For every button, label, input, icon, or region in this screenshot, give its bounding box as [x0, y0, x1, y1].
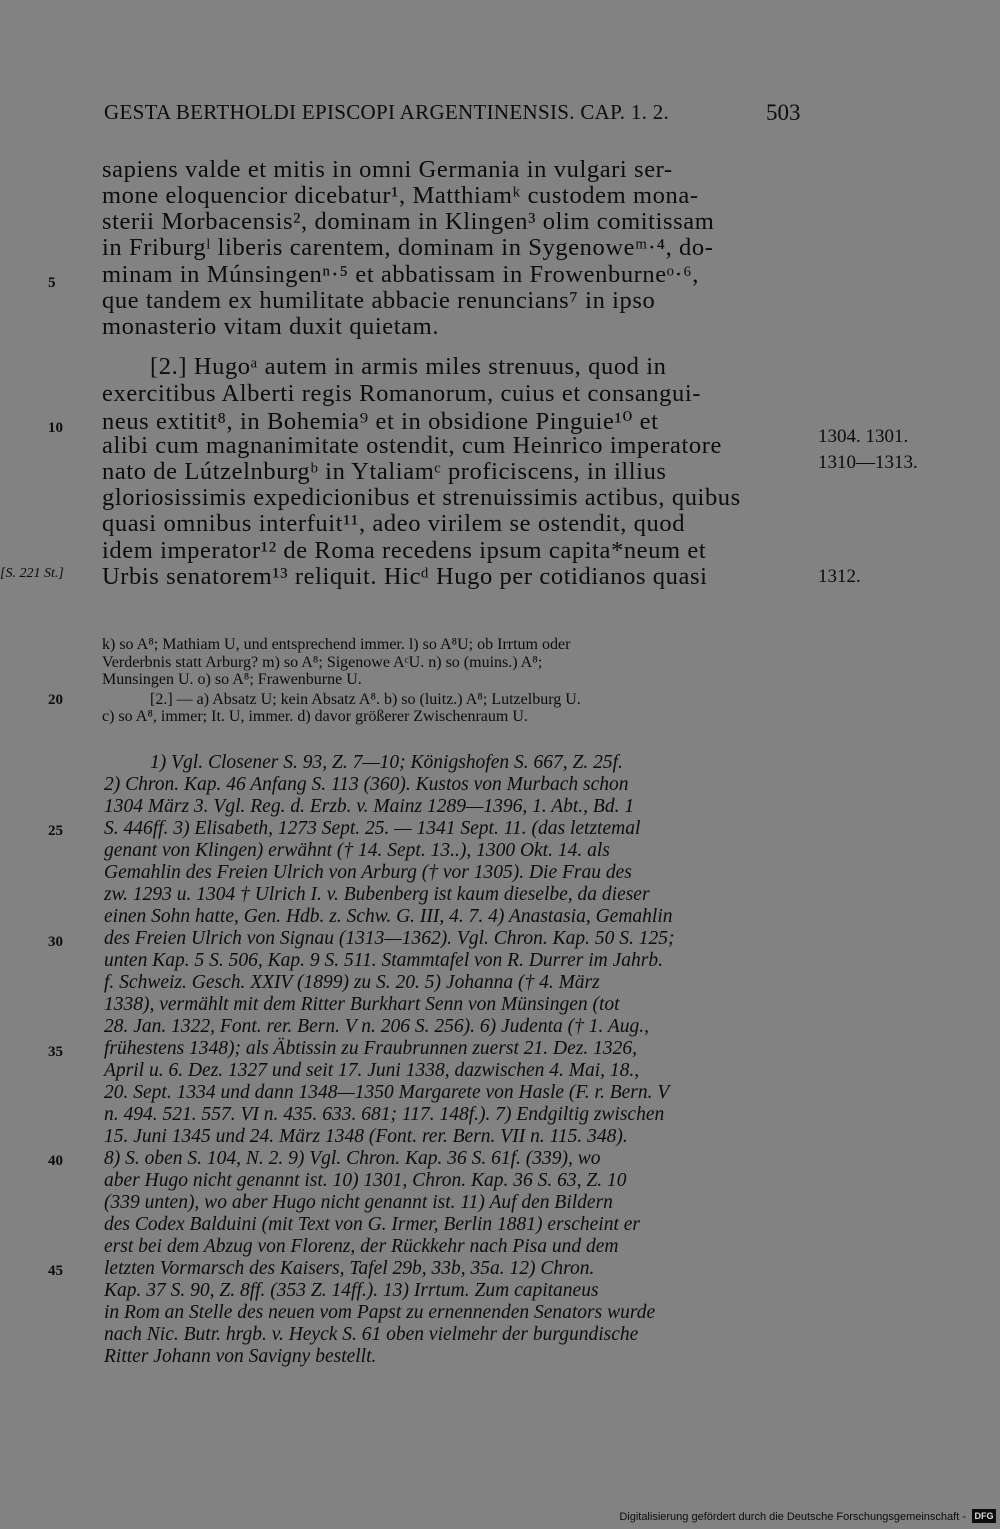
footnote-line: 28. Jan. 1322, Font. rer. Bern. V n. 206 S. 256). 6) Judenta († 1. Aug.,: [104, 1016, 650, 1037]
footnote-line: erst bei dem Abzug von Florenz, der Rückkehr nach Pisa und dem: [104, 1236, 619, 1257]
margin-date: 1304. 1301.: [818, 426, 909, 447]
page-number: 503: [766, 100, 801, 125]
footnote-line: des Codex Balduini (mit Text von G. Irmer, Berlin 1881) erscheint er: [104, 1214, 640, 1235]
main-line: que tandem ex humilitate abbacie renuncians⁷ in ipso: [102, 287, 656, 314]
line-number: 40: [48, 1153, 63, 1169]
main-line: sterii Morbacensis², dominam in Klingen³ olim comitissam: [102, 208, 715, 235]
side-reference: [S. 221 St.]: [0, 566, 64, 581]
footnote-line: nach Nic. Butr. hrgb. v. Heyck S. 61 oben vielmehr der burgundische: [104, 1324, 639, 1345]
footnote-line: aber Hugo nicht genannt ist. 10) 1301, Chron. Kap. 36 S. 63, Z. 10: [104, 1170, 627, 1191]
footnote-line: 1338), vermählt mit dem Ritter Burkhart Senn von Münsingen (tot: [104, 994, 620, 1015]
main-line: exercitibus Alberti regis Romanorum, cuius et consangui-: [102, 380, 702, 407]
line-number: 5: [48, 275, 56, 291]
footnote-line: 1) Vgl. Closener S. 93, Z. 7—10; Königshofen S. 667, Z. 25f.: [150, 752, 623, 773]
line-number: 25: [48, 823, 63, 839]
variant-line: Munsingen U. o) so A⁸; Frawenburne U.: [102, 671, 362, 688]
main-line: Urbis senatorem¹³ reliquit. Hicᵈ Hugo per cotidianos quasi: [102, 563, 708, 590]
main-line: monasterio vitam duxit quietam.: [102, 313, 440, 340]
footnote-line: 15. Juni 1345 und 24. März 1348 (Font. rer. Bern. VII n. 115. 348).: [104, 1126, 628, 1147]
margin-date: 1312.: [818, 566, 861, 587]
footnote-line: in Rom an Stelle des neuen vom Papst zu ernennenden Senators wurde: [104, 1302, 656, 1323]
footnote-line: (339 unten), wo aber Hugo nicht genannt ist. 11) Auf den Bildern: [104, 1192, 613, 1213]
line-number: 30: [48, 934, 63, 950]
digitization-credit: Digitalisierung gefördert durch die Deutsche Forschungsgemeinschaft -: [619, 1511, 966, 1523]
line-number: 10: [48, 420, 63, 436]
footnote-line: einen Sohn hatte, Gen. Hdb. z. Schw. G. III, 4. 7. 4) Anastasia, Gemahlin: [104, 906, 673, 927]
line-number: 20: [48, 692, 63, 708]
main-line: gloriosissimis expedicionibus et strenuissimis actibus, quibus: [102, 484, 741, 511]
main-line: sapiens valde et mitis in omni Germania in vulgari ser-: [102, 156, 673, 183]
main-line: minam in Múnsingenⁿ·⁵ et abbatissam in Frowenburneᵒ·⁶,: [102, 261, 700, 288]
main-line: in Friburgˡ liberis carentem, dominam in Sygenoweᵐ·⁴, do-: [102, 234, 714, 261]
footnote-line: Kap. 37 S. 90, Z. 8ff. (353 Z. 14ff.). 13) Irrtum. Zum capitaneus: [104, 1280, 599, 1301]
footnote-line: Ritter Johann von Savigny bestellt.: [104, 1346, 377, 1367]
footnote-line: des Freien Ulrich von Signau (1313—1362). Vgl. Chron. Kap. 50 S. 125;: [104, 928, 675, 949]
main-line: quasi omnibus interfuit¹¹, adeo virilem se ostendit, quod: [102, 510, 686, 537]
footnote-line: n. 494. 521. 557. VI n. 435. 633. 681; 117. 148f.). 7) Endgiltig zwischen: [104, 1104, 665, 1125]
running-title: GESTA BERTHOLDI EPISCOPI ARGENTINENSIS. CAP. 1. 2.: [104, 100, 670, 124]
main-line: idem imperator¹² de Roma recedens ipsum capita*neum et: [102, 537, 707, 564]
margin-date: 1310—1313.: [818, 452, 918, 473]
footnote-line: zw. 1293 u. 1304 † Ulrich I. v. Bubenberg ist kaum dieselbe, da dieser: [104, 884, 650, 905]
footnote-line: f. Schweiz. Gesch. XXIV (1899) zu S. 20. 5) Johanna († 4. März: [104, 972, 600, 993]
main-line: nato de Lútzelnburgᵇ in Ytaliamᶜ proficiscens, in illius: [102, 458, 667, 485]
main-line: alibi cum magnanimitate ostendit, cum Heinrico imperatore: [102, 432, 722, 459]
variant-line: Verderbnis statt Arburg? m) so A⁸; Sigenowe AᶜU. n) so (muins.) A⁸;: [102, 654, 543, 671]
footnote-line: S. 446ff. 3) Elisabeth, 1273 Sept. 25. — 1341 Sept. 11. (das letztemal: [104, 818, 641, 839]
variant-line: [2.] — a) Absatz U; kein Absatz A⁸. b) so (luitz.) A⁸; Lutzelburg U.: [150, 691, 581, 708]
variant-line: c) so A⁸, immer; It. U, immer. d) davor größerer Zwischenraum U.: [102, 708, 528, 725]
footnote-line: 8) S. oben S. 104, N. 2. 9) Vgl. Chron. Kap. 36 S. 61f. (339), wo: [104, 1148, 601, 1169]
main-line: [2.] Hugoᵃ autem in armis miles strenuus, quod in: [150, 353, 667, 380]
line-number: 45: [48, 1263, 63, 1279]
main-line: mone eloquencior dicebatur¹, Matthiamᵏ custodem mona-: [102, 182, 699, 209]
line-number: 35: [48, 1044, 63, 1060]
main-line: neus extitit⁸, in Bohemia⁹ et in obsidione Pinguie¹⁰ et: [102, 408, 659, 435]
variant-line: k) so A⁸; Mathiam U, und entsprechend immer. l) so A⁸U; ob Irrtum oder: [102, 636, 571, 653]
footnote-line: 1304 März 3. Vgl. Reg. d. Erzb. v. Mainz 1289—1396, 1. Abt., Bd. 1: [104, 796, 635, 817]
footnote-line: 20. Sept. 1334 und dann 1348—1350 Margarete von Hasle (F. r. Bern. V: [104, 1082, 670, 1103]
footnote-line: 2) Chron. Kap. 46 Anfang S. 113 (360). Kustos von Murbach schon: [104, 774, 629, 795]
footnote-line: genant von Klingen) erwähnt († 14. Sept. 13..), 1300 Okt. 14. als: [104, 840, 610, 861]
footnote-line: unten Kap. 5 S. 506, Kap. 9 S. 511. Stammtafel von R. Durrer im Jahrb.: [104, 950, 663, 971]
footnote-line: frühestens 1348); als Äbtissin zu Fraubrunnen zuerst 21. Dez. 1326,: [104, 1038, 637, 1059]
footnote-line: Gemahlin des Freien Ulrich von Arburg († vor 1305). Die Frau des: [104, 862, 632, 883]
footnote-line: April u. 6. Dez. 1327 und seit 17. Juni 1338, dazwischen 4. Mai, 18.,: [104, 1060, 640, 1081]
dfg-logo: DFG: [972, 1509, 996, 1523]
footnote-line: letzten Vormarsch des Kaisers, Tafel 29b, 33b, 35a. 12) Chron.: [104, 1258, 595, 1279]
